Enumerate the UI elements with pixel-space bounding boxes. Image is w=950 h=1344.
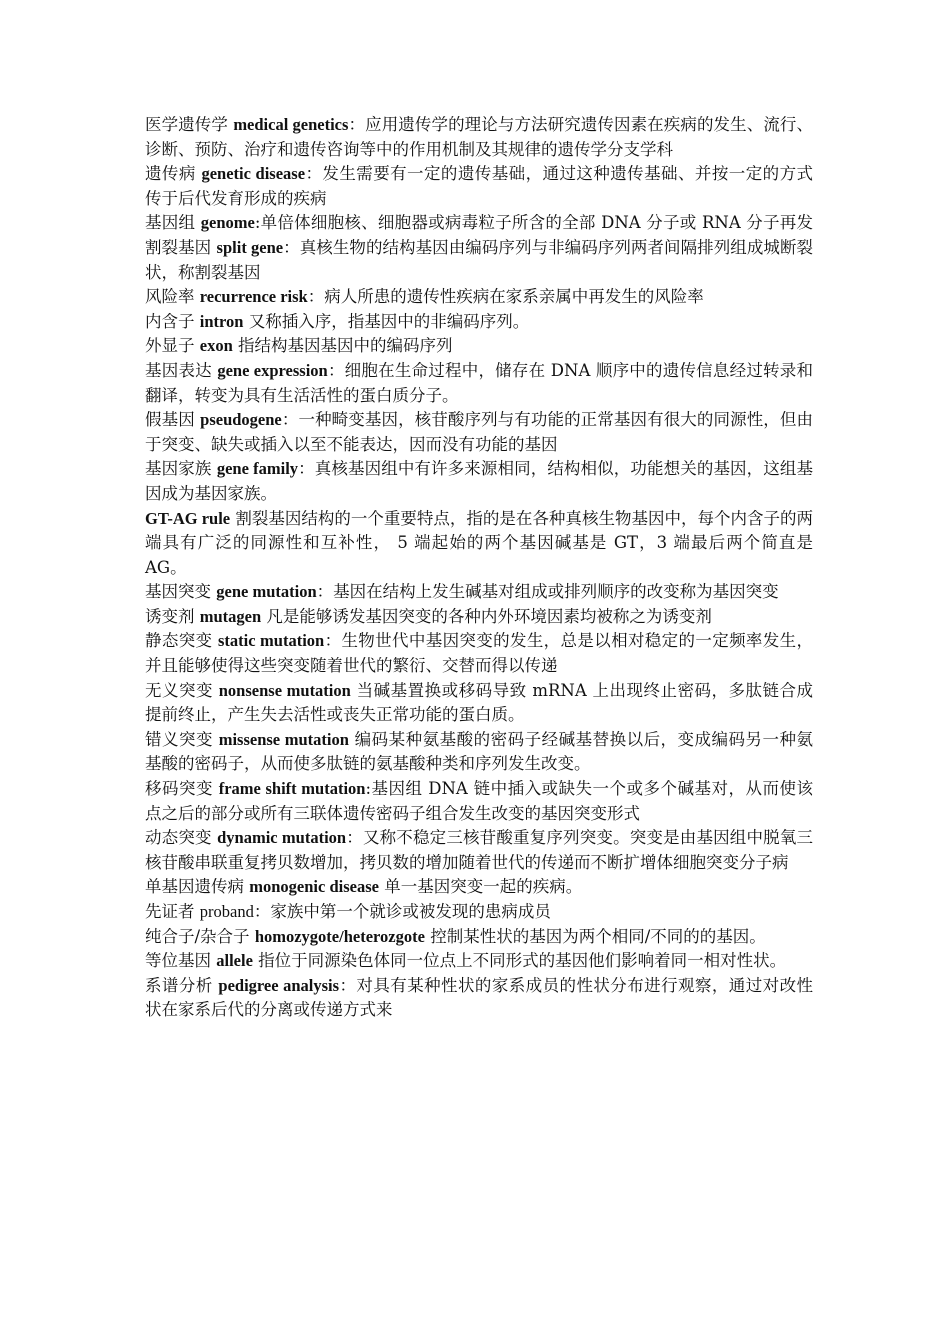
definition-entry bbox=[145, 310, 813, 335]
definition-entry bbox=[145, 285, 813, 310]
entry-definition: 编码某种氨基酸的密码子经碱基替换以后，变成编码另一种氨基酸的密码子，从而使多肽链的氨基酸种类和序列发生改变。 bbox=[145, 729, 814, 774]
entry-prefix: 移码突变 bbox=[145, 779, 219, 799]
entry-prefix: 风险率 bbox=[145, 287, 200, 307]
entry-definition: ：家族中第一个就诊或被发现的患病成员 bbox=[253, 902, 551, 921]
entry-term: genetic disease bbox=[201, 164, 306, 184]
entry-definition: ：病人所患的遗传性疾病在家系亲属中再发生的风险率 bbox=[307, 287, 704, 307]
entry-definition: 指结构基因基因中的编码序列 bbox=[232, 336, 453, 356]
entry-prefix: 先证者 bbox=[145, 902, 200, 921]
entry-definition-secondary: ：真核生物的结构基因由编码序列与非编码序列两者间隔排列组成城断裂状，称割裂基因 bbox=[145, 237, 813, 282]
entry-prefix: 基因组 bbox=[145, 213, 201, 233]
entry-prefix: 基因表达 bbox=[145, 360, 218, 380]
entry-term: gene mutation bbox=[216, 582, 317, 602]
entry-definition: 凡是能够诱发基因突变的各种内外环境因素均被称之为诱变剂 bbox=[261, 606, 712, 626]
entry-term: dynamic mutation bbox=[217, 828, 347, 848]
entry-term: pseudogene bbox=[200, 410, 282, 430]
entry-term-plain: proband bbox=[199, 902, 254, 921]
definition-entry bbox=[145, 408, 813, 457]
entry-definition: 又称插入序，指基因中的非编码序列。 bbox=[243, 311, 530, 331]
entry-term: exon bbox=[199, 336, 233, 356]
entry-prefix: 错义突变 bbox=[145, 729, 219, 749]
entry-term: intron bbox=[199, 311, 244, 331]
entry-definition: 单一基因突变一起的疾病。 bbox=[378, 877, 583, 897]
entry-term-secondary: split gene bbox=[216, 237, 284, 257]
definition-entry bbox=[145, 580, 813, 605]
entry-term: frame shift mutation bbox=[218, 779, 366, 799]
definition-entry bbox=[145, 925, 813, 950]
entry-term: pedigree analysis bbox=[218, 975, 340, 995]
entry-term: homozygote/heterozgote bbox=[254, 926, 425, 946]
entry-term: gene family bbox=[216, 459, 299, 479]
entry-term: medical genetics bbox=[233, 115, 349, 134]
entry-definition: ：生物世代中基因突变的发生，总是以相对稳定的一定频率发生，并且能够使得这些突变随着世代的繁衍、交替而得以传递 bbox=[145, 631, 813, 676]
definition-entry bbox=[145, 211, 813, 285]
entry-term: missense mutation bbox=[218, 729, 349, 749]
entry-prefix: 静态突变 bbox=[145, 631, 219, 651]
entry-definition: ：基因在结构上发生碱基对组成或排列顺序的改变称为基因突变 bbox=[316, 582, 779, 602]
entry-definition: 当碱基置换或移码导致 mRNA 上出现终止密码，多肽链合成提前终止，产生失去活性或丧失正常功能的蛋白质。 bbox=[145, 680, 813, 725]
definition-entry bbox=[145, 679, 813, 728]
definition-entry bbox=[145, 974, 813, 1023]
entry-prefix: 外显子 bbox=[145, 336, 200, 356]
entry-prefix: 假基因 bbox=[145, 410, 201, 430]
entry-prefix: 纯合子/杂合子 bbox=[145, 926, 255, 946]
entry-prefix: 基因突变 bbox=[145, 582, 217, 602]
entry-term: GT-AG rule bbox=[145, 508, 231, 528]
definition-entry bbox=[145, 629, 813, 678]
entry-definition: ：又称不稳定三核苷酸重复序列突变。突变是由基因组中脱氧三核苷酸串联重复拷贝数增加，拷贝数的增加随着世代的传递而不断扩增体细胞突变分子病 bbox=[145, 828, 813, 872]
entry-prefix: 系谱分析 bbox=[145, 975, 219, 995]
definition-entry bbox=[145, 507, 813, 581]
entry-definition: ：一种畸变基因，核苷酸序列与有功能的正常基因有很大的同源性，但由于突变、缺失或插入以至不能表达，因而没有功能的基因 bbox=[145, 410, 814, 454]
entry-definition: ：真核基因组中有许多来源相同，结构相似，功能想关的基因，这组基因成为基因家族。 bbox=[145, 459, 814, 503]
definition-entry bbox=[145, 457, 813, 506]
entry-prefix: 单基因遗传病 bbox=[145, 877, 250, 897]
entry-prefix: 遗传病 bbox=[145, 164, 202, 184]
entry-prefix: 内含子 bbox=[145, 311, 200, 331]
definition-entry bbox=[145, 162, 813, 211]
definition-entry bbox=[145, 900, 813, 925]
definition-entry bbox=[145, 334, 813, 359]
definition-entry bbox=[145, 359, 813, 408]
entry-term: allele bbox=[216, 951, 253, 971]
entry-term: recurrence risk bbox=[199, 287, 308, 307]
entry-definition: ：细胞在生命过程中，储存在 DNA 顺序中的遗传信息经过转录和翻译，转变为具有生活活性的蛋白质分子。 bbox=[145, 360, 813, 405]
entry-prefix: 等位基因 bbox=[145, 951, 217, 971]
definition-entry bbox=[145, 113, 813, 162]
document-page bbox=[145, 113, 813, 1023]
entry-prefix: 医学遗传学 bbox=[145, 115, 234, 134]
entry-definition: 指位于同源染色体同一位点上不同形式的基因他们影响着同一相对性状。 bbox=[252, 951, 787, 971]
definition-entry bbox=[145, 728, 813, 777]
entry-definition: :单倍体细胞核、细胞器或病毒粒子所含的全部 DNA 分子或 RNA 分子再发割裂基因 bbox=[145, 213, 813, 257]
definition-entry bbox=[145, 826, 813, 875]
definition-entry bbox=[145, 949, 813, 974]
entry-prefix: 动态突变 bbox=[145, 828, 218, 848]
entry-definition: ：发生需要有一定的遗传基础，通过这种遗传基础、并按一定的方式传于后代发育形成的疾病 bbox=[145, 164, 814, 208]
entry-prefix: 基因家族 bbox=[145, 459, 217, 479]
entry-term: genome bbox=[200, 213, 255, 233]
definition-entry bbox=[145, 605, 813, 630]
definition-entry bbox=[145, 875, 813, 900]
entry-term: nonsense mutation bbox=[218, 680, 351, 700]
definition-entry bbox=[145, 777, 813, 826]
entry-prefix: 无义突变 bbox=[145, 680, 219, 700]
entry-term: mutagen bbox=[199, 606, 262, 626]
entry-term: monogenic disease bbox=[249, 877, 379, 897]
entry-definition: ：应用遗传学的理论与方法研究遗传因素在疾病的发生、流行、诊断、预防、治疗和遗传咨询等中的作用机制及其规律的遗传学分支学科 bbox=[145, 115, 814, 159]
entry-definition: ：对具有某种性状的家系成员的性状分布进行观察，通过对改性状在家系后代的分离或传递方式来 bbox=[145, 975, 814, 1020]
entry-definition: 控制某性状的基因为两个相同/不同的的基因。 bbox=[424, 926, 766, 946]
entry-definition: 割裂基因结构的一个重要特点，指的是在各种真核生物基因中，每个内含子的两端具有广泛的同源性和互补性， 5 端起始的两个基因碱基是 GT，3 端最后两个简直是 AG。 bbox=[145, 508, 813, 577]
entry-term: gene expression bbox=[217, 360, 328, 380]
entry-definition: :基因组 DNA 链中插入或缺失一个或多个碱基对，从而使该点之后的部分或所有三联体遗传密码子组合发生改变的基因突变形式 bbox=[145, 779, 814, 823]
entry-term: static mutation bbox=[218, 631, 325, 651]
entry-prefix: 诱变剂 bbox=[145, 606, 200, 626]
